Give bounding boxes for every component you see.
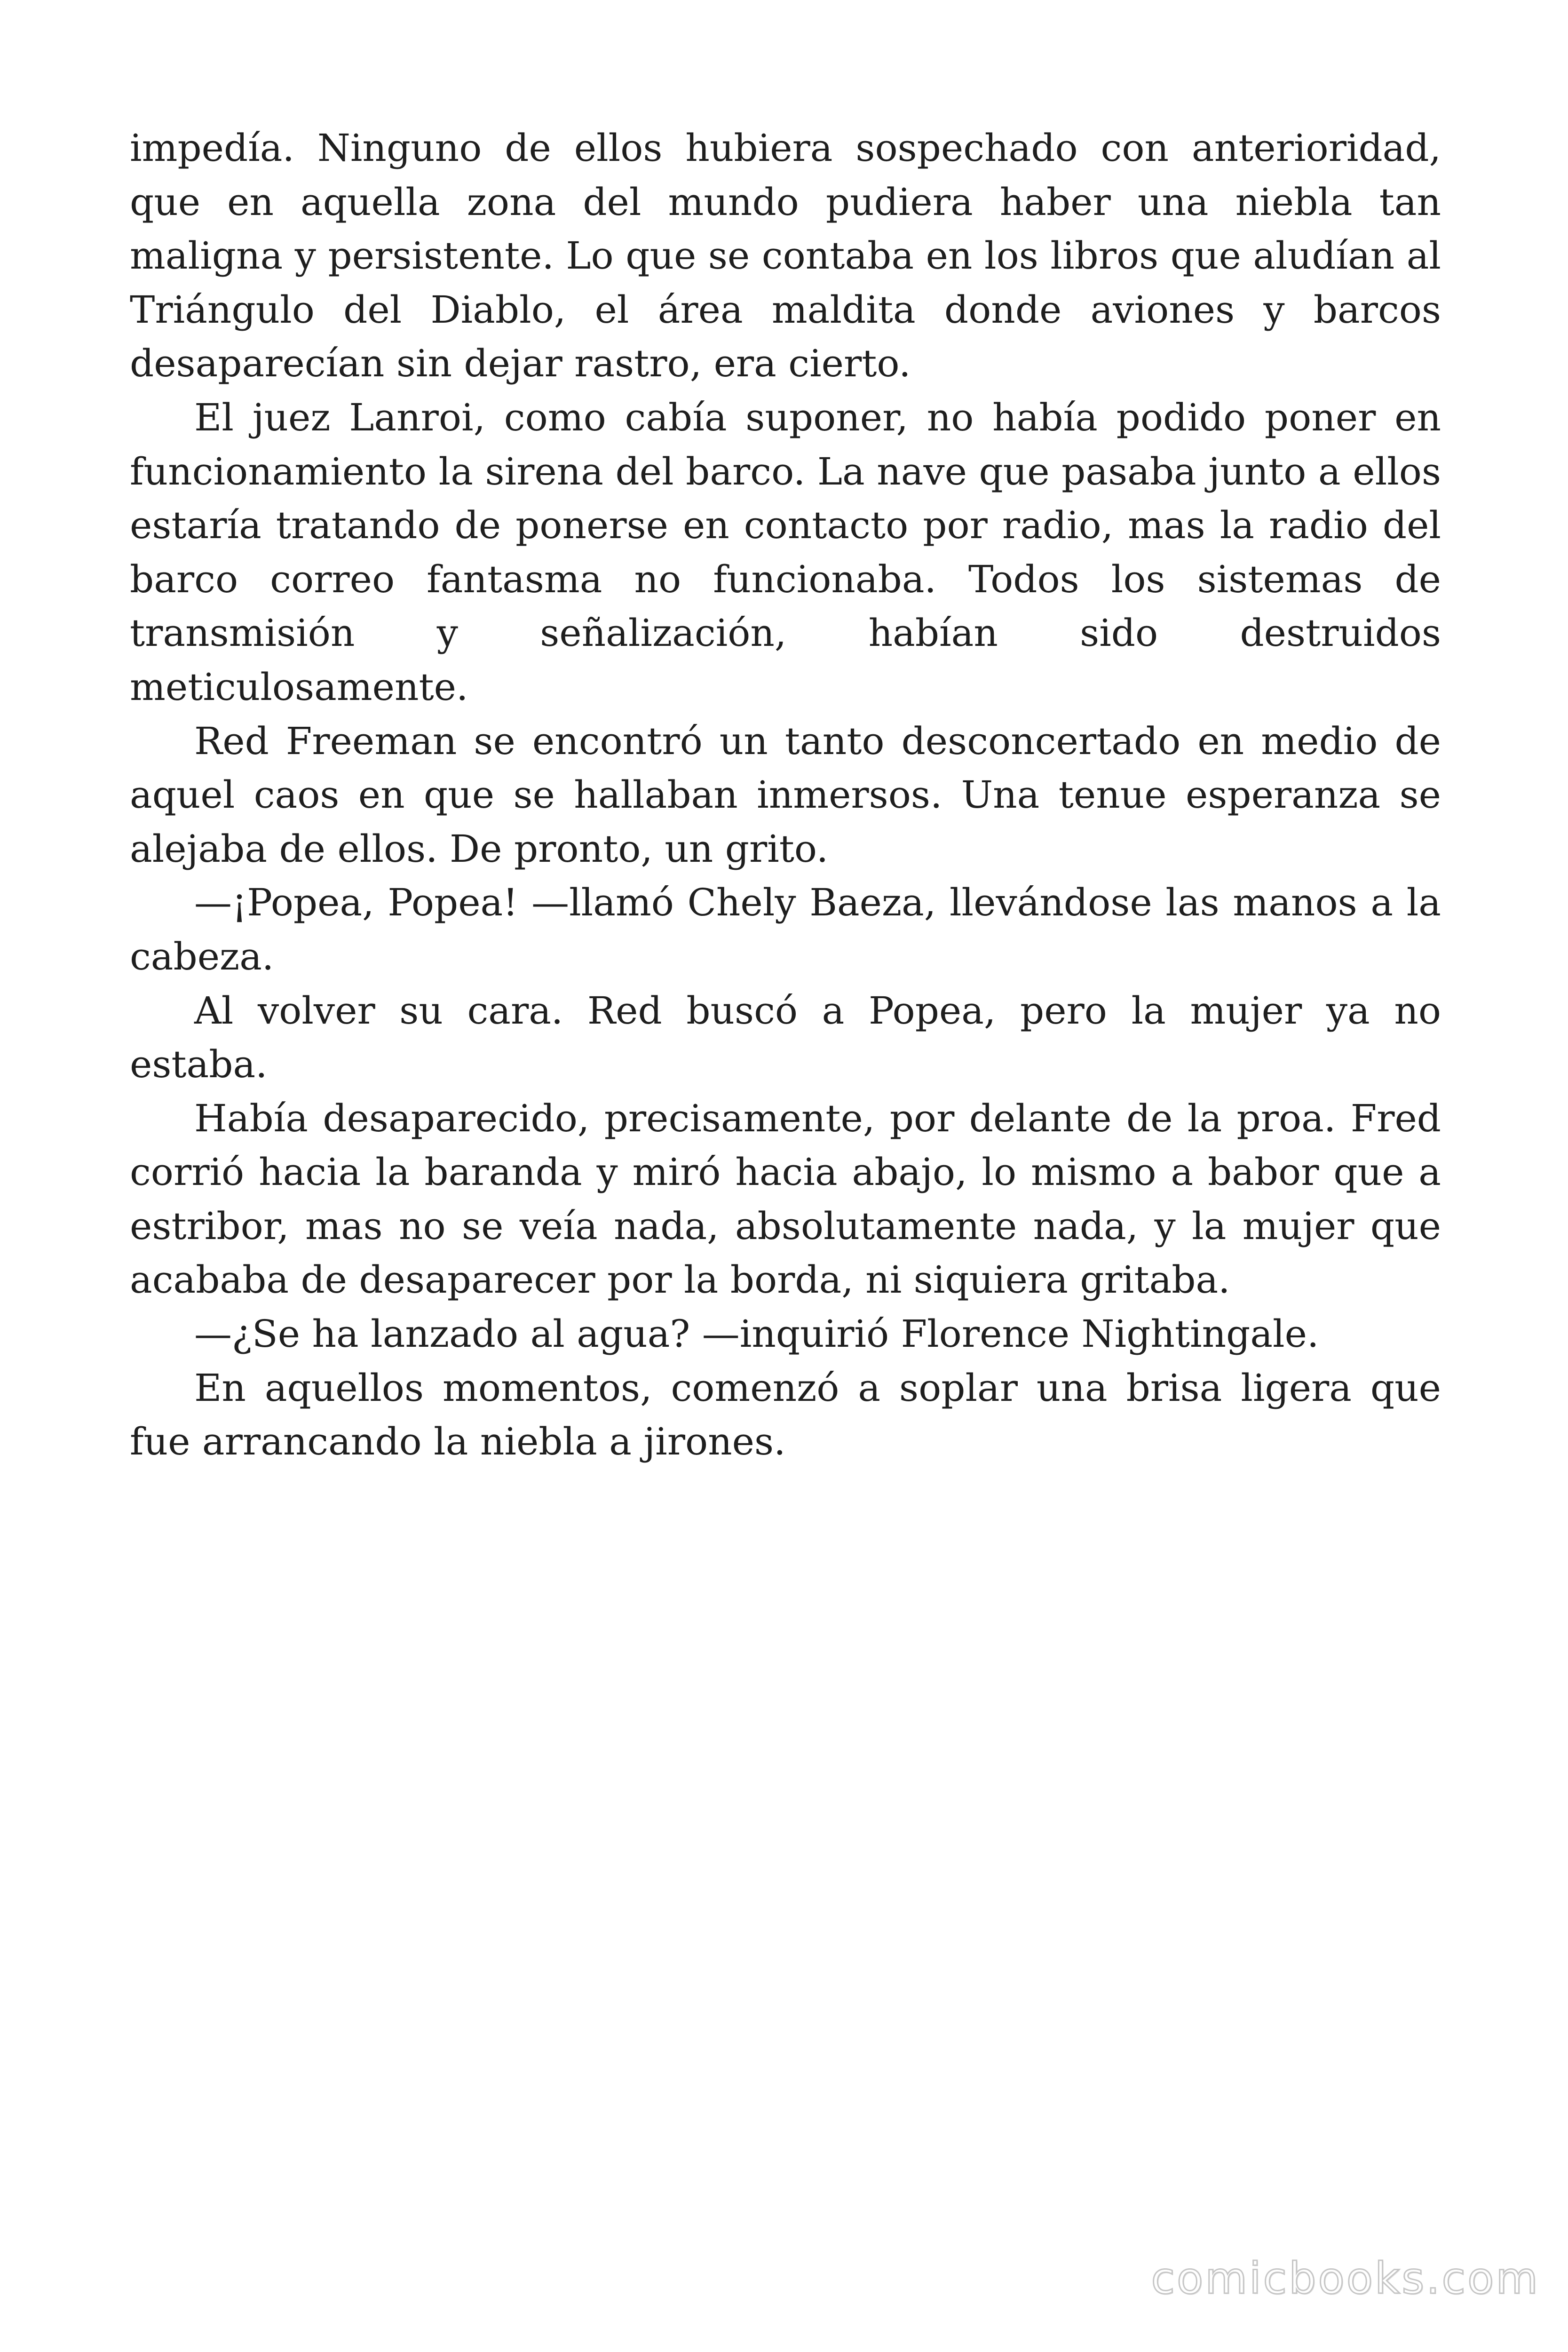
paragraph: Red Freeman se encontró un tanto desconcertado en medio de aquel caos en que se hallaban inmersos. Una tenue esperanza se alejaba de ellos. De pronto, un grito. — [130, 719, 1441, 871]
paragraph: El juez Lanroi, como cabía suponer, no había podido poner en funcionamiento la sirena del barco. La nave que pasaba junto a ellos estaría tratando de ponerse en contacto por radio, mas la radio del barco correo fantasma no funcionaba. Todos los sistemas de transmisión y señalización, habían sido destruidos meticulosamente. — [130, 395, 1441, 709]
watermark-logo: comicbooks.com — [1151, 2253, 1540, 2304]
paragraph: Al volver su cara. Red buscó a Popea, pero la mujer ya no estaba. — [130, 988, 1441, 1087]
paragraph-continuation: impedía. Ninguno de ellos hubiera sospechado con anterioridad, que en aquella zona del mundo pudiera haber una niebla tan maligna y persistente. Lo que se contaba en los libros que aludían al Triángulo del Diablo, el área maldita donde aviones y barcos desaparecían sin dejar rastro, era cierto. — [130, 126, 1441, 386]
paragraph: Había desaparecido, precisamente, por delante de la proa. Fred corrió hacia la baranda y miró hacia abajo, lo mismo a babor que a estribor, mas no se veía nada, absolutamente nada, y la mujer que acababa de desaparecer por la borda, ni siquiera gritaba. — [130, 1096, 1441, 1302]
dialogue-paragraph: —¿Se ha lanzado al agua? —inquirió Florence Nightingale. — [194, 1312, 1319, 1356]
dialogue-paragraph: —¡Popea, Popea! —llamó Chely Baeza, llevándose las manos a la cabeza. — [130, 881, 1441, 978]
paragraph: En aquellos momentos, comenzó a soplar una brisa ligera que fue arrancando la niebla a jirones. — [130, 1366, 1441, 1464]
body-text — [130, 121, 1441, 1469]
